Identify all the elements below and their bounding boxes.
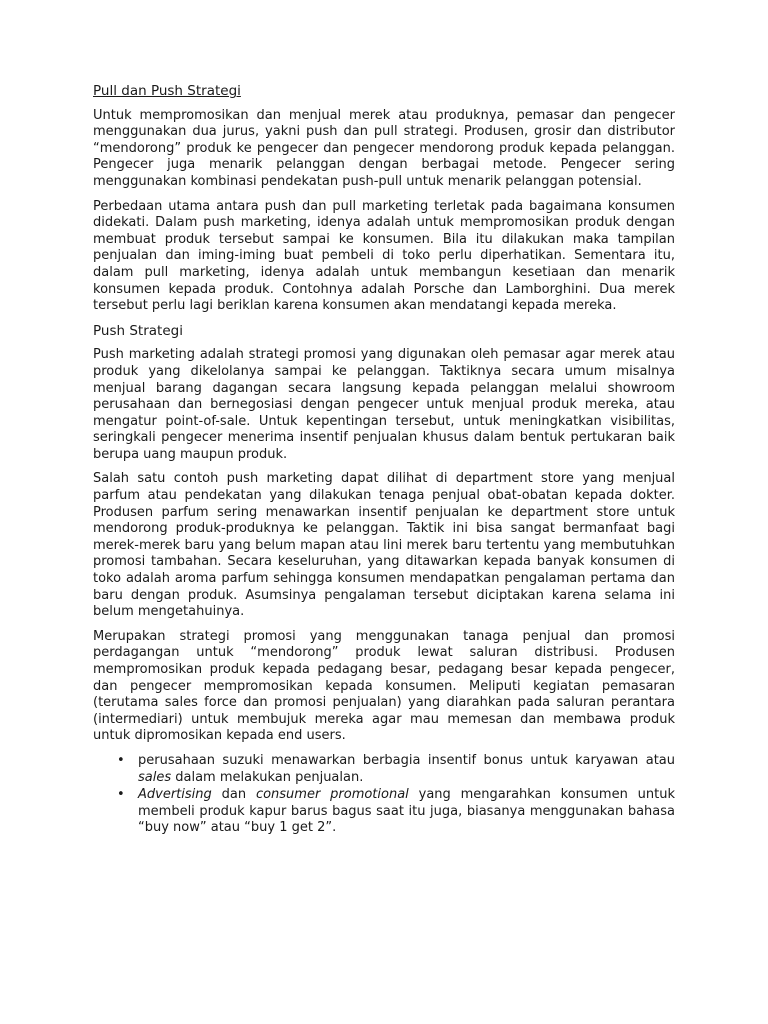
push-paragraph-3: Merupakan strategi promosi yang menggunakan tanaga penjual dan promosi perdagangan untuk “mendorong” produk lewat saluran distribusi. Produsen mempromosikan produk kepada pedagang besar, pedagang besar kepada pengecer, dan pengecer mempromosikan kepada konsumen. Meliputi kegiatan pemasaran (terutama sales force dan promosi penjualan) yang diarahkan pada saluran perantara (intermediari) untuk membujuk mereka agar mau memesan dan membawa produk untuk dipromosikan kepada end users. [93, 628, 675, 744]
push-paragraph-1: Push marketing adalah strategi promosi yang digunakan oleh pemasar agar merek atau produk yang dikelolanya sampai ke pelanggan. Taktiknya secara umum misalnya menjual barang dagangan secara langsung kepada pelanggan melalui showroom perusahaan dan bernegosiasi dengan pengecer untuk menjual produk mereka, atau mengatur point-of-sale. Untuk kepentingan tersebut, untuk meningkatkan visibilitas, seringkali pengecer menerima insentif penjualan khusus dalam bentuk pertukaran baik berupa uang maupun produk. [93, 347, 675, 462]
list-item-text: dan [211, 787, 256, 803]
intro-paragraph-1: Untuk mempromosikan dan menjual merek atau produknya, pemasar dan pengecer menggunakan dua jurus, yakni push dan pull strategi. Produsen, grosir dan distributor “mendorong” produk ke pengecer dan pengecer mendorong produk kepada pelanggan. Pengecer juga menarik pelanggan dengan berbagai metode. Pengecer sering menggunakan kombinasi pendekatan push-pull untuk menarik pelanggan potensial. [93, 107, 675, 189]
list-item-text: yang mengarahkan konsumen untuk membeli produk kapur barus bagus saat itu juga, biasanya menggunakan bahasa “buy now” atau “buy 1 get 2”. [138, 787, 676, 836]
list-item-text: dalam melakukan penjualan. [171, 769, 364, 785]
push-strategy-heading: Push Strategi [93, 322, 183, 339]
example-list [93, 753, 675, 837]
list-item-text: perusahaan suzuki menawarkan berbagia insentif bonus untuk karyawan atau [138, 752, 675, 768]
document-page [93, 83, 675, 838]
intro-paragraph-2: Perbedaan utama antara push dan pull marketing terletak pada bagaimana konsumen didekati. Dalam push marketing, idenya adalah untuk mempromosikan produk dengan membuat produk tersebut sampai ke konsumen. Bila itu dilakukan maka tampilan penjualan dan iming-iming buat pembeli di toko perlu diperhatikan. Sementara itu, dalam pull marketing, idenya adalah untuk membangun kesetiaan dan menarik konsumen kepada produk. Contohnya adalah Porsche dan Lamborghini. Dua merek tersebut perlu lagi beriklan karena konsumen akan mendatangi kepada mereka. [93, 198, 675, 314]
list-item-emphasis: consumer promotional [255, 787, 409, 803]
bullet-marker: • [117, 787, 125, 803]
push-paragraph-2: Salah satu contoh push marketing dapat dilihat di department store yang menjual parfum atau pendekatan yang dilakukan tenaga penjual obat-obatan kepada dokter. Produsen parfum sering menawarkan insentif penjualan ke department store untuk mendorong produk-produknya ke pelanggan. Taktik ini bisa sangat bermanfaat bagi merek-merek baru yang belum mapan atau lini merek baru tertentu yang membutuhkan promosi tambahan. Secara keseluruhan, yang ditawarkan kepada banyak konsumen di toko adalah aroma parfum sehingga konsumen mendapatkan pengalaman pertama dan baru dengan produk. Asumsinya pengalaman tersebut diciptakan karena selama ini belum mengetahuinya. [93, 471, 675, 620]
document-title: Pull dan Push Strategi [93, 83, 241, 99]
bullet-marker: • [117, 752, 125, 768]
list-item-emphasis: sales [138, 769, 172, 785]
list-item [117, 752, 675, 786]
list-item [117, 787, 676, 837]
list-item-emphasis: Advertising [138, 787, 212, 803]
